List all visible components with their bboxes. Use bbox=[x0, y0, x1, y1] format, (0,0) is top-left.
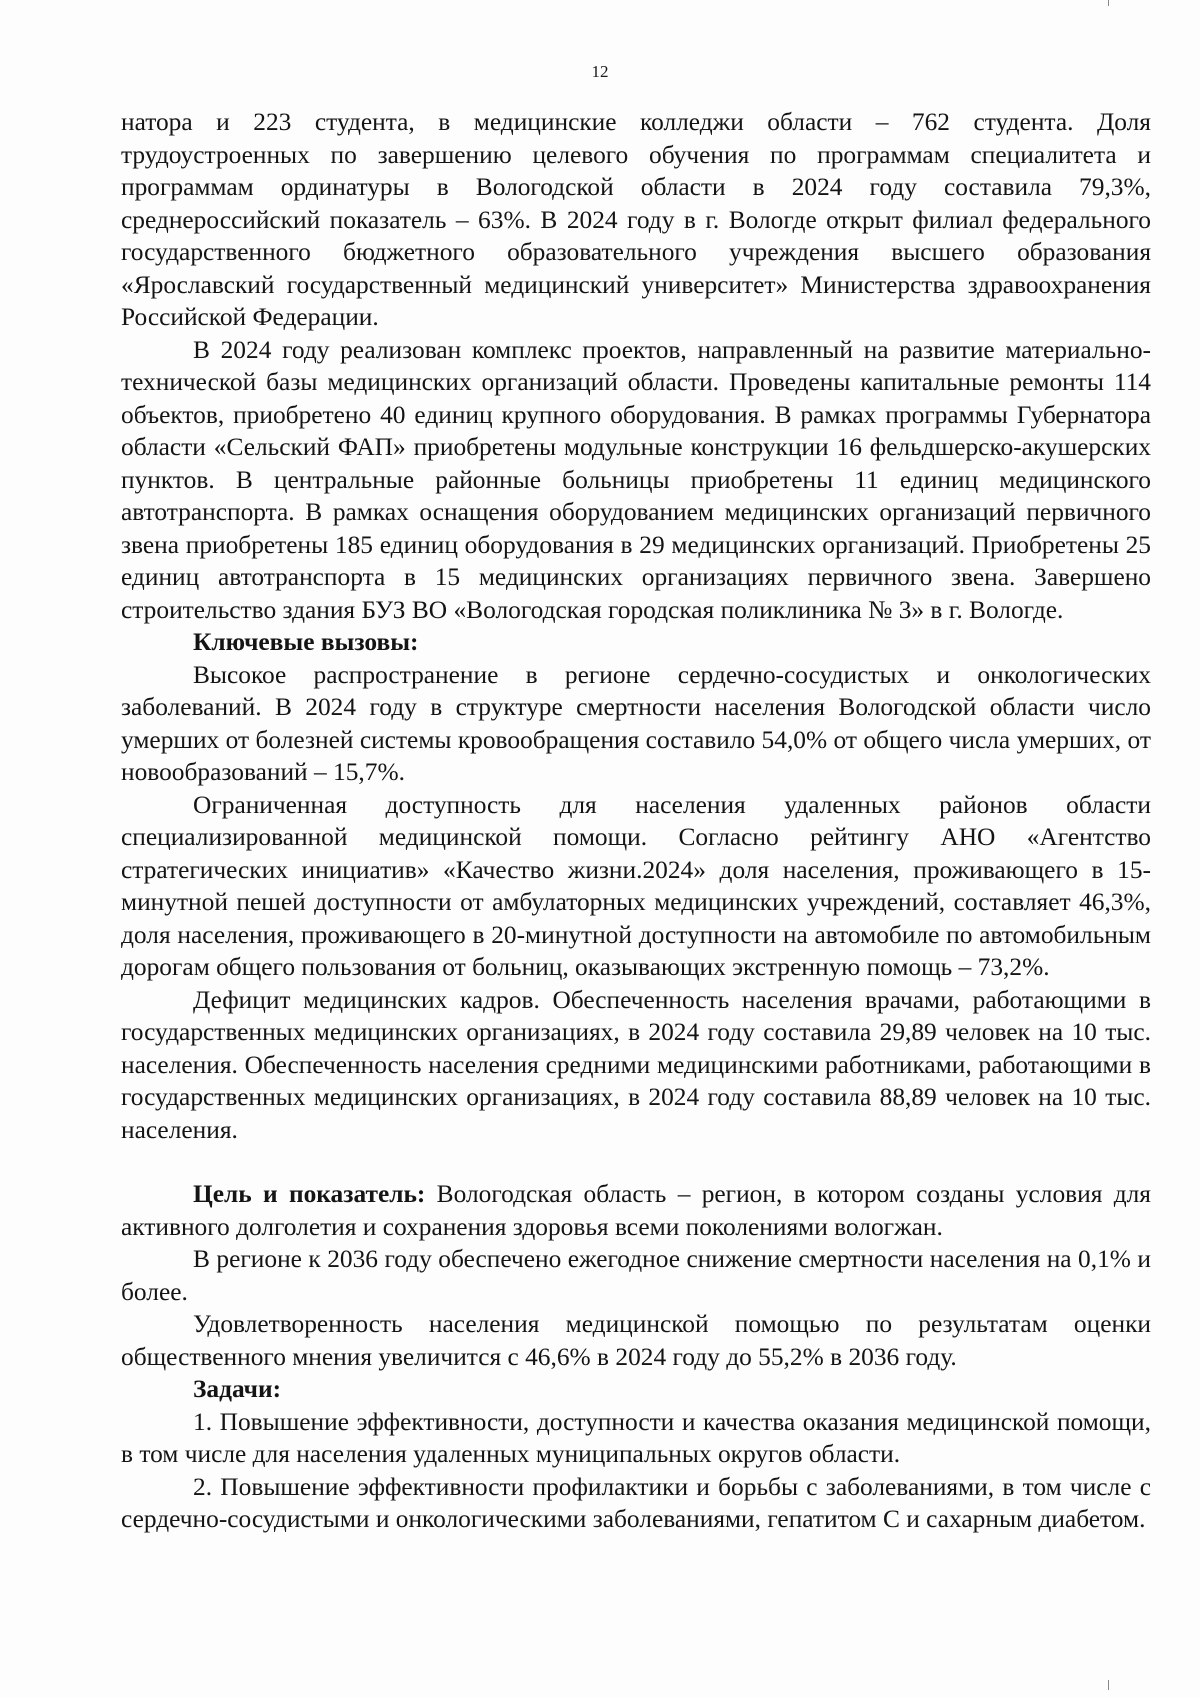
page-number: 12 bbox=[591, 62, 609, 81]
paragraph-staff-shortage: Дефицит медицинских кадров. Обеспеченность населения врачами, работающими в государственных медицинских организациях, в 2024 году составила 29,89 человек на 10 тыс. населения. Обеспеченность населения средними медицинскими работниками, работающими в государственных медицинских организациях, в 2024 году составила 88,89 человек на 10 тыс. населения. bbox=[121, 985, 1151, 1144]
paragraph-satisfaction-target: Удовлетворенность населения медицинской помощью по результатам оценки общественного мнения увеличится с 46,6% в 2024 году до 55,2% в 2036 году. bbox=[121, 1310, 1151, 1371]
paragraph-mortality-target: В регионе к 2036 году обеспечено ежегодное снижение смертности населения на 0,1% и более. bbox=[121, 1245, 1151, 1306]
document-body bbox=[121, 106, 1151, 1536]
task-item-1: 1. Повышение эффективности, доступности и качества оказания медицинской помощи, в том числе для населения удаленных муниципальных округов области. bbox=[121, 1407, 1151, 1468]
goal-text: Вологодская область – регион, в котором созданы условия для активного долголетия и сохранения здоровья всеми поколениями вологжан. bbox=[121, 1180, 1151, 1241]
heading-tasks: Задачи: bbox=[193, 1375, 282, 1403]
task-item-2: 2. Повышение эффективности профилактики и борьбы с заболеваниями, в том числе с сердечно-сосудистыми и онкологическими заболеваниями, гепатитом С и сахарным диабетом. bbox=[121, 1472, 1151, 1533]
paragraph-diseases: Высокое распространение в регионе сердечно-сосудистых и онкологических заболеваний. В 2024 году в структуре смертности населения Вологодской области число умерших от болезней системы кровообращения составило 54,0% от общего числа умерших, от новообразований – 15,7%. bbox=[121, 660, 1151, 786]
paragraph-accessibility: Ограниченная доступность для населения удаленных районов области специализированной медицинской помощи. Согласно рейтингу АНО «Агентство стратегических инициатив» «Качество жизни.2024» доля населения, проживающего в 15-минутной пешей доступности от амбулаторных медицинских учреждений, составляет 46,3%, доля населения, проживающего в 20-минутной доступности на автомобиле по автомобильным дорогам общего пользования от больниц, оказывающих экстренную помощь – 73,2%. bbox=[121, 790, 1151, 981]
paragraph-continuation: натора и 223 студента, в медицинские колледжи области – 762 студента. Доля трудоустроенных по завершению целевого обучения по программам специалитета и программам ординатуры в Вологодской области в 2024 году составила 79,3%, среднероссийский показатель – 63%. В 2024 году в г. Вологде открыт филиал федерального государственного бюджетного образовательного учреждения высшего образования «Ярославский государственный медицинский университет» Министерства здравоохранения Российской Федерации. bbox=[121, 108, 1151, 331]
heading-key-challenges: Ключевые вызовы: bbox=[193, 628, 419, 656]
paragraph-projects: В 2024 году реализован комплекс проектов, направленный на развитие материально-технической базы медицинских организаций области. Проведены капитальные ремонты 114 объектов, приобретено 40 единиц крупного оборудования. В рамках программы Губернатора области «Сельский ФАП» приобретены модульные конструкции 16 фельдшерско-акушерских пунктов. В центральные районные больницы приобретены 11 единиц медицинского автотранспорта. В рамках оснащения оборудованием медицинских организаций первичного звена приобретены 185 единиц оборудования в 29 медицинских организаций. Приобретены 25 единиц автотранспорта в 15 медицинских организациях первичного звена. Завершено строительство здания БУЗ ВО «Вологодская городская поликлиника № 3» в г. Вологде. bbox=[121, 335, 1151, 624]
scan-mark-bottom bbox=[1108, 1680, 1109, 1690]
paragraph-goal bbox=[121, 1178, 1151, 1243]
scan-mark-top bbox=[1108, 0, 1109, 6]
goal-label: Цель и показатель: bbox=[193, 1180, 426, 1208]
spacer bbox=[121, 1146, 1151, 1178]
